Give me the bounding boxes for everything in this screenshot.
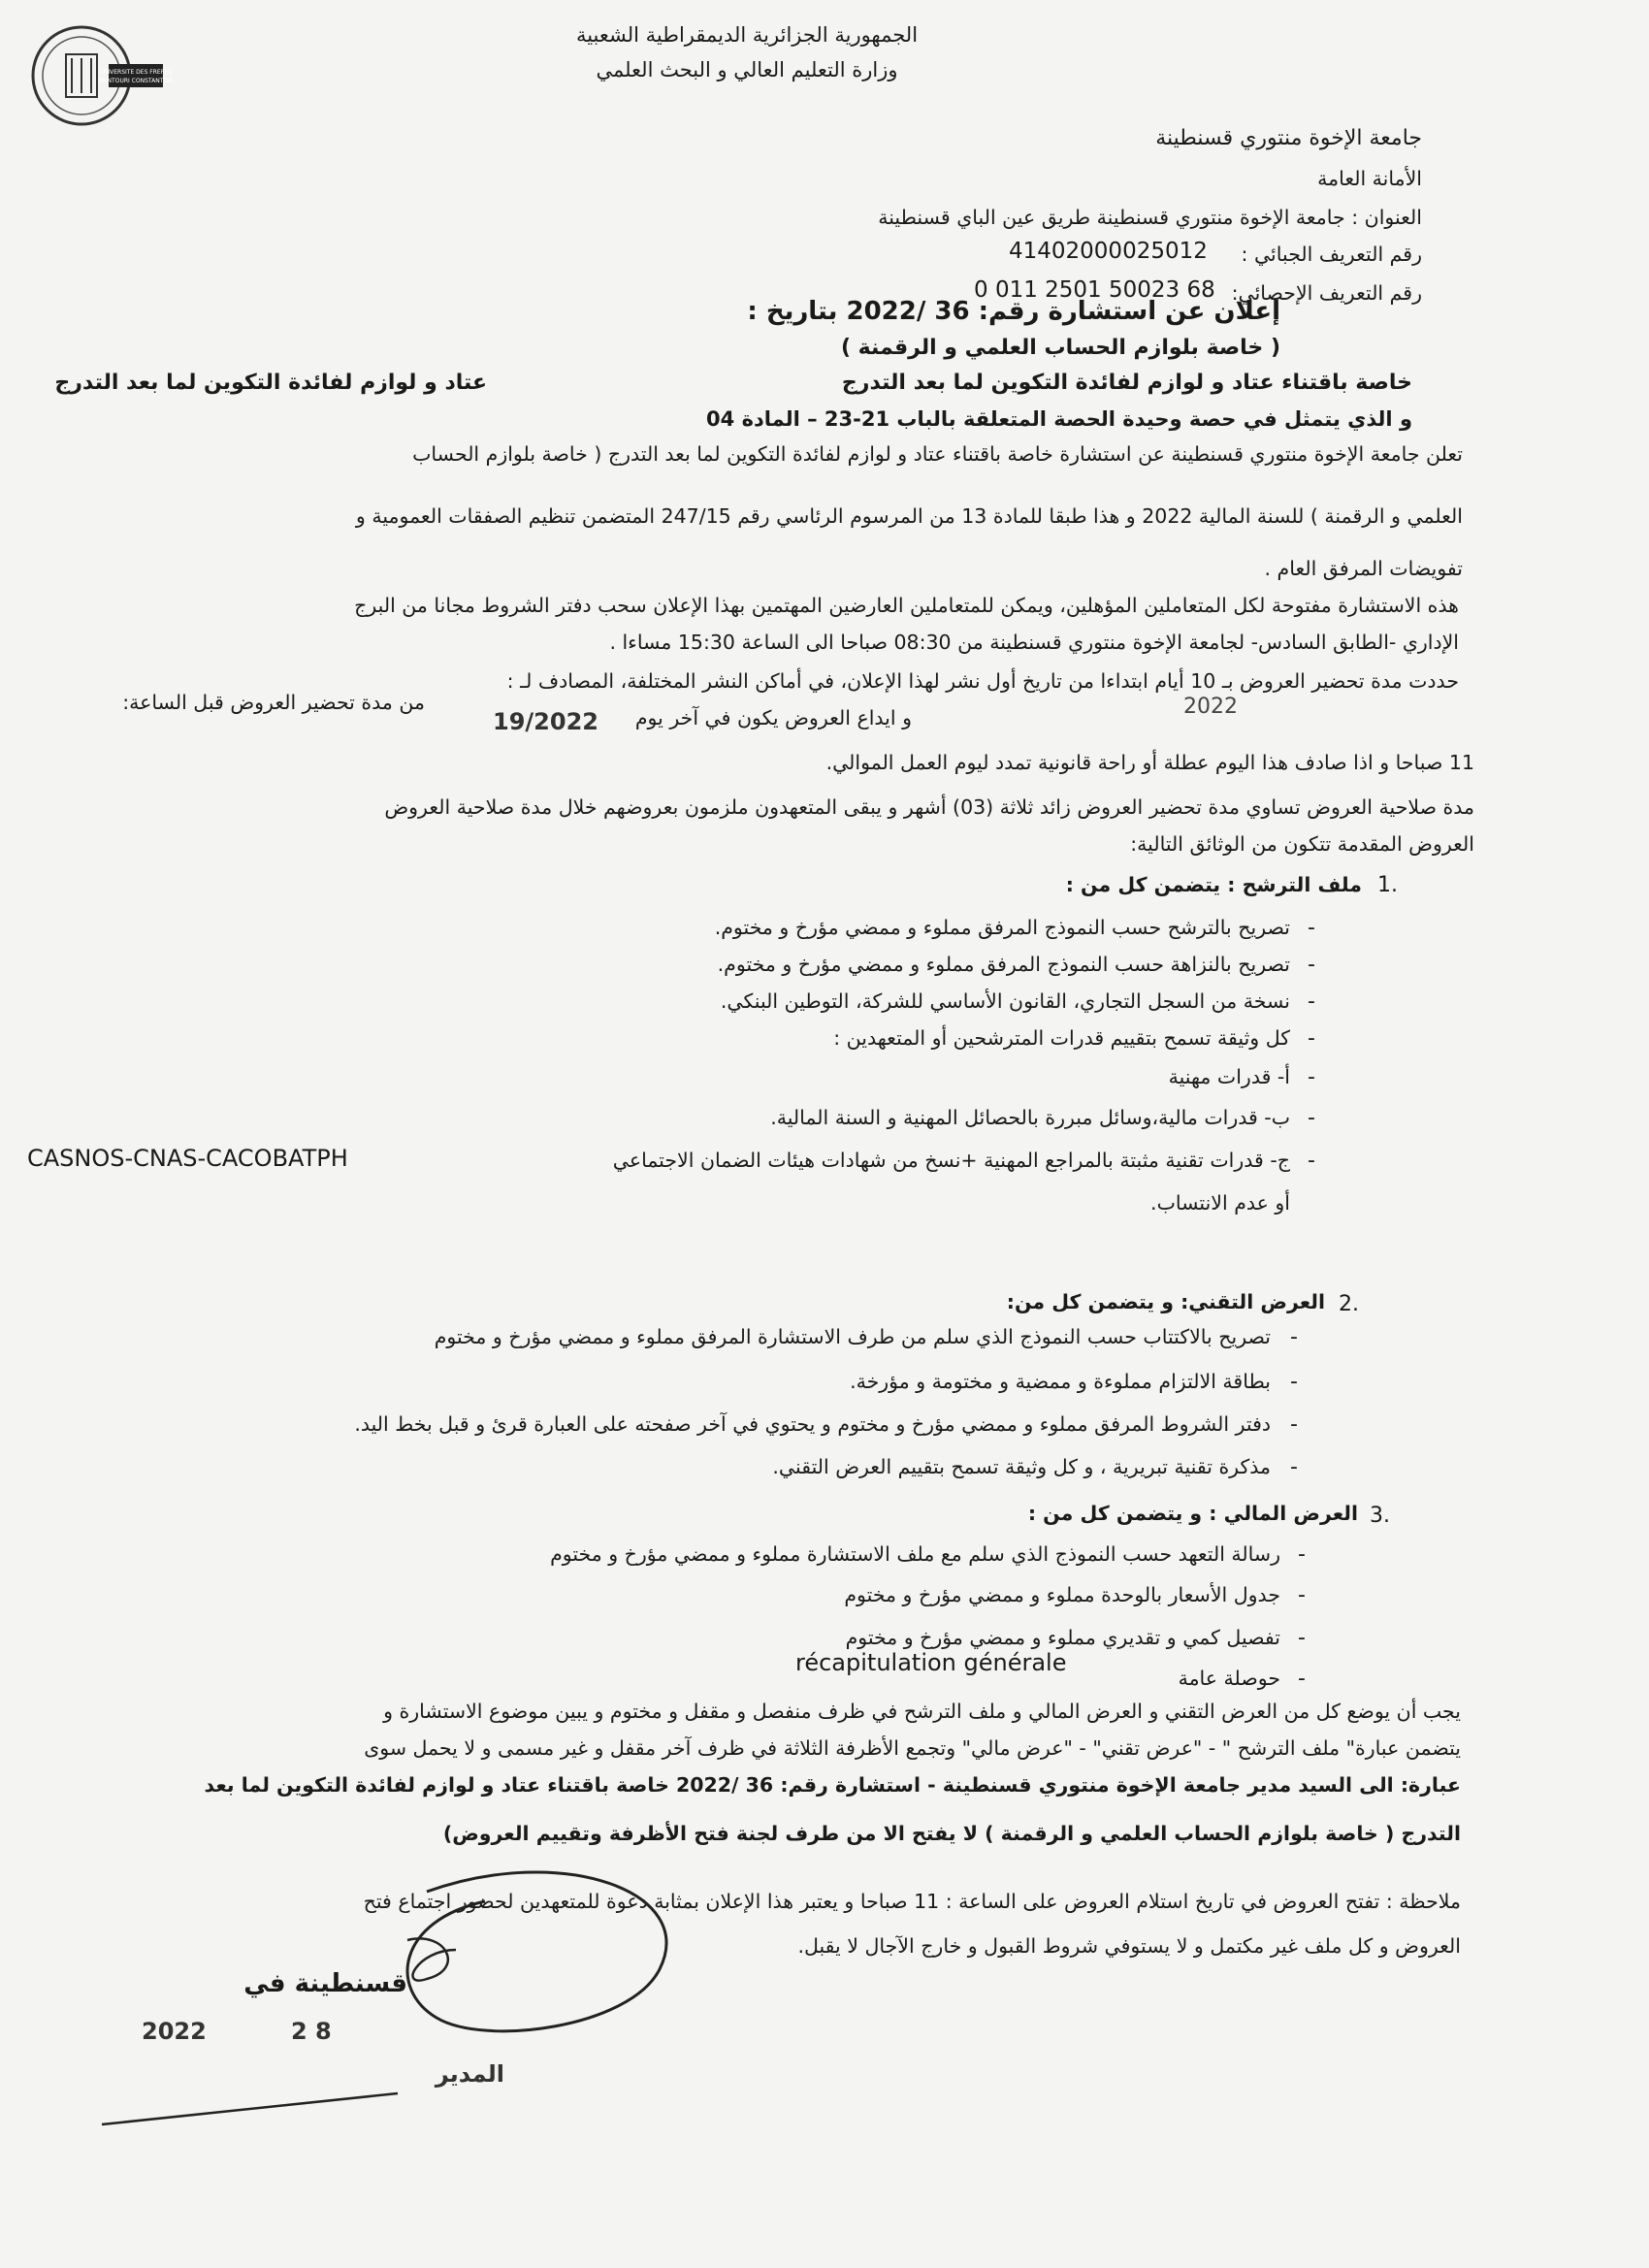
announcement-object: خاصة باقتناء عتاد و لوازم لفائدة التكوين لما بعد التدرج <box>841 371 1412 395</box>
tax-label: رقم التعريف الجبائي : <box>1241 243 1422 266</box>
bullet: - <box>1290 1412 1298 1437</box>
paragraph-3-line-2: و ايداع العروض يكون في آخر يوم <box>634 706 912 729</box>
svg-text:UNIVERSITE DES FRERES: UNIVERSITE DES FRERES <box>99 69 173 76</box>
paragraph-1-line-3: تفويضات المرفق العام . <box>1264 557 1463 580</box>
bullet: - <box>1308 1106 1315 1130</box>
tax-id: 41402000025012 <box>1009 239 1208 264</box>
stamp-date-2: 19/2022 <box>493 708 598 735</box>
section-1-item: نسخة من السجل التجاري، القانون الأساسي للشركة، التوطين البنكي. <box>720 989 1290 1013</box>
section-2-item: تصريح بالاكتتاب حسب النموذج الذي سلم من طرف الاستشارة المرفق مملوء و ممضي مؤرخ و مختوم <box>434 1325 1271 1348</box>
section-2-title: العرض التقني: و يتضمن كل من: <box>1006 1290 1325 1313</box>
university-name: جامعة الإخوة منتوري قسنطينة <box>1155 126 1422 150</box>
secretariat: الأمانة العامة <box>1317 167 1422 190</box>
signature-scribble <box>369 1863 718 2057</box>
section-1-item: كل وثيقة تسمح بتقييم قدرات المترشحين أو المتعهدين : <box>833 1026 1290 1050</box>
bullet: - <box>1308 1026 1315 1051</box>
closing-line-1: يجب أن يوضع كل من العرض التقني و العرض المالي و ملف الترشح في ظرف منفصل و مقفل و مختوم و يبين موضوع الاستشارة و <box>383 1700 1461 1723</box>
stat-label: رقم التعريف الإحصائي: <box>1231 281 1422 305</box>
bullet: - <box>1290 1325 1298 1349</box>
paragraph-4-line-2: مدة صلاحية العروض تساوي مدة تحضير العروض زائد ثلاثة (03) أشهر و يبقى المتعهدون ملزمون بعروضهم خلال مدة صلاحية العروض <box>384 795 1474 819</box>
closing-note-2: العروض و كل ملف غير مكتمل و لا يستوفي شروط القبول و خارج الآجال لا يقبل. <box>797 1934 1461 1958</box>
section-2-item: مذكرة تقنية تبريرية ، و كل وثيقة تسمح بتقييم العرض التقني. <box>772 1455 1271 1478</box>
closing-line-4: التدرج ( خاصة بلوازم الحساب العلمي و الرقمنة ) لا يفتح الا من طرف لجنة فتح الأظرفة وتقييم العروض) <box>442 1822 1461 1845</box>
bullet: - <box>1298 1542 1306 1567</box>
section-2-number: 2. <box>1339 1292 1359 1316</box>
signature-place: قسنطينة في <box>243 1969 407 1998</box>
closing-line-3: عبارة: الى السيد مدير جامعة الإخوة منتوري قسنطينة - استشارة رقم: 36 /2022 خاصة باقتناء عتاد و لوازم لفائدة التكوين لما بعد <box>204 1773 1461 1797</box>
announcement-object-2: عتاد و لوازم لفائدة التكوين لما بعد التدرج <box>54 371 487 395</box>
stat-id: 0 011 2501 50023 68 <box>974 277 1215 303</box>
section-1-item: أ- قدرات مهنية <box>1168 1065 1290 1088</box>
bullet: - <box>1308 916 1315 940</box>
bullet: - <box>1290 1455 1298 1479</box>
section-3-number: 3. <box>1370 1504 1390 1528</box>
paragraph-1-line-1: تعلن جامعة الإخوة منتوري قسنطينة عن استشارة خاصة باقتناء عتاد و لوازم لفائدة التكوين لما بعد التدرج ( خاصة بلوازم الحساب <box>412 442 1463 466</box>
stamp-date-1: 2022 <box>1183 695 1238 719</box>
paragraph-4-line-3: العروض المقدمة تتكون من الوثائق التالية: <box>1130 832 1474 856</box>
ministry-header: وزارة التعليم العالي و البحث العلمي <box>596 58 898 81</box>
signature-day: 2 8 <box>291 2018 332 2045</box>
closing-note-1: ملاحظة : تفتح العروض في تاريخ استلام العروض على الساعة : 11 صباحا و يعتبر هذا الإعلان بمثابة دعوة للمتعهدين لحضور اجتماع فتح <box>363 1890 1461 1913</box>
section-3-item: جدول الأسعار بالوحدة مملوء و ممضي مؤرخ و مختوم <box>844 1583 1280 1606</box>
paragraph-2-line-1: هذه الاستشارة مفتوحة لكل المتعاملين المؤهلين، ويمكن للمتعاملين العارضين المهتمين بهذا الإعلان سحب دفتر الشروط مجانا من البرج <box>354 594 1459 617</box>
section-3-item: تفصيل كمي و تقديري مملوء و ممضي مؤرخ و مختوم <box>845 1626 1280 1649</box>
section-3-item: رسالة التعهد حسب النموذج الذي سلم مع ملف الاستشارة مملوء و ممضي مؤرخ و مختوم <box>550 1542 1280 1566</box>
announcement-lot: و الذي يتمثل في حصة وحيدة الحصة المتعلقة بالباب 21-23 – المادة 04 <box>706 407 1412 431</box>
paragraph-3-side: من مدة تحضير العروض قبل الساعة: <box>122 691 425 714</box>
bullet: - <box>1298 1667 1306 1691</box>
paragraph-2-line-2: الإداري -الطابق السادس- لجامعة الإخوة منتوري قسنطينة من 08:30 صباحا الى الساعة 15:30 مساءا . <box>609 631 1459 654</box>
svg-text:MENTOURI CONSTANTINE: MENTOURI CONSTANTINE <box>98 78 174 84</box>
section-1-item: تصريح بالنزاهة حسب النموذج المرفق مملوء و ممضي مؤرخ و مختوم. <box>717 953 1290 976</box>
signature-underline <box>97 2086 407 2134</box>
bullet: - <box>1308 1149 1315 1173</box>
bullet: - <box>1298 1583 1306 1607</box>
bullet: - <box>1308 953 1315 977</box>
signature-role: المدير <box>435 2060 504 2088</box>
address: العنوان : جامعة الإخوة منتوري قسنطينة طريق عين الباي قسنطينة <box>878 206 1422 229</box>
section-1-item: ب- قدرات مالية،وسائل مبررة بالحصائل المهنية و السنة المالية. <box>770 1106 1290 1129</box>
paragraph-4-line-1: 11 صباحا و اذا صادف هذا اليوم عطلة أو راحة قانونية تمدد ليوم العمل الموالي. <box>825 751 1474 774</box>
section-1-item: تصريح بالترشح حسب النموذج المرفق مملوء و ممضي مؤرخ و مختوم. <box>714 916 1290 939</box>
section-1-title: ملف الترشح : يتضمن كل من : <box>1065 873 1362 896</box>
section-1-tail: أو عدم الانتساب. <box>1150 1191 1290 1215</box>
closing-line-2: يتضمن عبارة" ملف الترشح " - "عرض تقني" - "عرض مالي" وتجمع الأظرفة الثلاثة في ظرف آخر مقفل و غير مسمى و لا يحمل سوى <box>364 1736 1461 1760</box>
signature-date: 2022 <box>142 2018 207 2045</box>
section-2-item: دفتر الشروط المرفق مملوء و ممضي مؤرخ و مختوم و يحتوي في آخر صفحته على العبارة قرئ و قبل بخط اليد. <box>354 1412 1271 1436</box>
bullet: - <box>1308 1065 1315 1089</box>
announcement-title: إعلان عن استشارة رقم: 36 /2022 بتاريخ : <box>747 297 1280 326</box>
bullet: - <box>1308 989 1315 1014</box>
bullet: - <box>1298 1626 1306 1650</box>
section-1-item: ج- قدرات تقنية مثبتة بالمراجع المهنية +نسخ من شهادات هيئات الضمان الاجتماعي <box>612 1149 1290 1172</box>
bullet: - <box>1290 1370 1298 1394</box>
paragraph-1-line-2: العلمي و الرقمنة ) للسنة المالية 2022 و هذا طبقا للمادة 13 من المرسوم الرئاسي رقم 247/15 المتضمن تنظيم الصفقات العمومية و <box>355 504 1463 528</box>
general-summary-latin: récapitulation générale <box>795 1649 1067 1676</box>
republic-header: الجمهورية الجزائرية الديمقراطية الشعبية <box>575 23 919 47</box>
section-3-title: العرض المالي : و يتضمن كل من : <box>1027 1502 1358 1525</box>
social-security-bodies: CASNOS-CNAS-CACOBATPH <box>27 1145 348 1172</box>
section-3-item: حوصلة عامة <box>1178 1667 1280 1690</box>
paragraph-3-line-1: حددت مدة تحضير العروض بـ 10 أيام ابتداءا من تاريخ أول نشر لهذا الإعلان، في أماكن النشر المختلفة، المصادف لـ : <box>506 669 1459 693</box>
announcement-subtitle: ( خاصة بلوازم الحساب العلمي و الرقمنة ) <box>840 336 1280 360</box>
university-logo <box>27 17 174 132</box>
section-1-number: 1. <box>1377 873 1398 897</box>
section-2-item: بطاقة الالتزام مملوءة و ممضية و مختومة و مؤرخة. <box>850 1370 1271 1393</box>
